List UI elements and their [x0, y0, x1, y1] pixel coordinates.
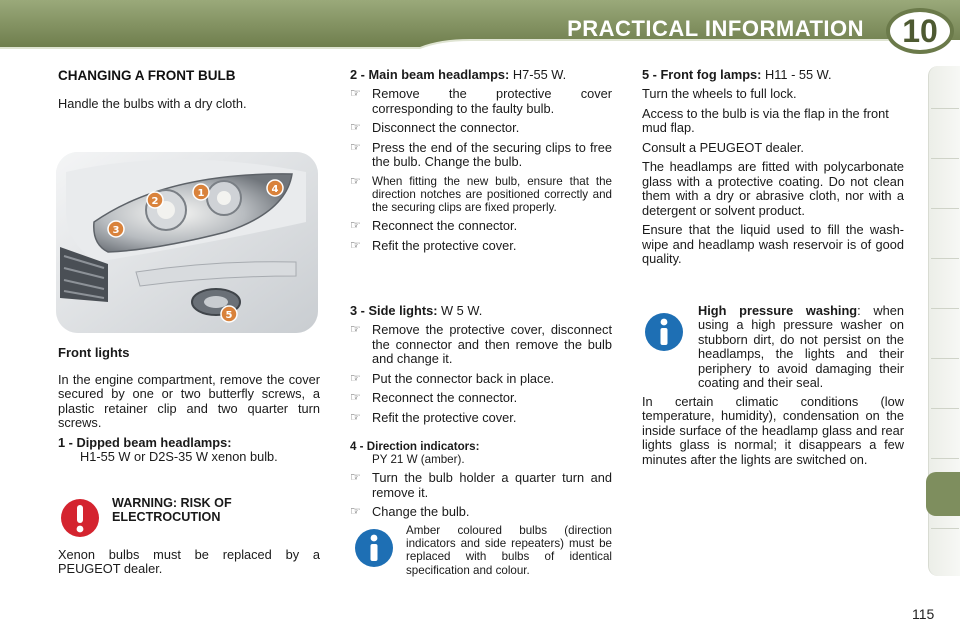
dipped-beam-label: 1 - Dipped beam headlamps:: [58, 434, 232, 450]
direction-section: [350, 440, 612, 525]
direction-label: 4 - Direction indicators:: [350, 440, 480, 453]
warning-icon: [60, 498, 100, 543]
chapter-badge: [886, 8, 954, 54]
left-column: [58, 68, 320, 117]
middle-column-top: [350, 68, 612, 258]
direction-value: PY 21 W (amber).: [372, 453, 465, 467]
page-number: 115: [912, 606, 935, 622]
front-lights-title: Front lights: [58, 345, 130, 360]
fog-value: H11 - 55 W.: [761, 67, 832, 82]
high-pressure-text: : when using a high pressure washer on stubborn dirt, do not persist on the headlamps, the lights and their periphery to avoid damaging their coating and their seal.: [698, 303, 904, 391]
fog-label: 5 - Front fog lamps:: [642, 67, 762, 82]
chapter-header: [0, 0, 960, 52]
callout-3: 3: [112, 225, 120, 236]
list-item: ☞ Reconnect the connector.: [350, 218, 518, 234]
headlamp-photo: [56, 152, 318, 333]
side-lights-section: [350, 304, 612, 430]
condensation-text: In certain climatic conditions (low temperature, humidity), condensation on the inside surface of the headlamp glass and rear lights glass is normal; it disappears a few minutes after the lights are switched on.: [642, 393, 904, 467]
front-lights-text: In the engine compartment, remove the cover secured by one or two butterfly screws, a plastic retainer clip and two quarter turn screws.: [58, 371, 320, 431]
callout-2: 2: [151, 196, 159, 207]
info-icon: [354, 528, 394, 573]
chapter-tab-active[interactable]: [926, 472, 960, 516]
amber-note: Amber coloured bulbs (direction indicators and side repeaters) must be replaced with bulbs of identical specification and colour.: [406, 524, 612, 577]
paragraph: Ensure that the liquid used to fill the wash-wipe and headlamp wash reservoir is of good quality.: [642, 222, 904, 266]
right-column-top: [642, 68, 904, 271]
intro-text: Handle the bulbs with a dry cloth.: [58, 96, 247, 112]
main-beam-label: 2 - Main beam headlamps:: [350, 67, 510, 82]
list-item: ☞ Refit the protective cover.: [350, 409, 517, 425]
side-lights-label: 3 - Side lights:: [350, 303, 438, 318]
list-item: ☞ When fitting the new bulb, ensure that the direction notches are positioned correctly and the securing clips are fixed properly.: [350, 173, 612, 215]
dipped-beam-value: H1-55 W or D2S-35 W xenon bulb.: [80, 448, 278, 464]
list-item: ☞ Disconnect the connector.: [350, 120, 520, 136]
paragraph: Consult a PEUGEOT dealer.: [642, 139, 804, 155]
paragraph: Turn the wheels to full lock.: [642, 86, 797, 102]
page-title: PRACTICAL INFORMATION: [567, 16, 864, 41]
section-title: CHANGING A FRONT BULB: [58, 68, 236, 83]
list-item: ☞ Put the connector back in place.: [350, 370, 555, 386]
paragraph: The headlamps are fitted with polycarbonate glass with a protective coating. Do not clean them with a dry or abrasive cloth, nor with a detergent or solvent product.: [642, 159, 904, 218]
callout-5: 5: [225, 310, 233, 321]
high-pressure-label: High pressure washing: [698, 303, 858, 318]
list-item: ☞ Remove the protective cover, disconnect the connector and then remove the bulb and change it.: [350, 322, 612, 367]
callout-1: 1: [197, 188, 205, 199]
high-pressure-note: [642, 304, 904, 472]
list-item: ☞ Remove the protective cover corresponding to the faulty bulb.: [350, 86, 612, 116]
list-item: ☞ Reconnect the connector.: [350, 390, 518, 406]
list-item: ☞ Refit the protective cover.: [350, 237, 517, 253]
list-item: ☞ Press the end of the securing clips to free the bulb. Change the bulb.: [350, 139, 612, 170]
warning-title: WARNING: RISK OF ELECTROCUTION: [112, 496, 232, 525]
front-lights-section: [58, 346, 320, 464]
warning-text: Xenon bulbs must be replaced by a PEUGEOT dealer.: [58, 547, 320, 577]
main-beam-value: H7-55 W.: [509, 67, 567, 82]
list-item: ☞ Change the bulb.: [350, 504, 470, 520]
list-item: ☞ Turn the bulb holder a quarter turn and remove it.: [350, 470, 612, 500]
chapter-number: 10: [902, 12, 938, 49]
paragraph: Access to the bulb is via the flap in the front mud flap.: [642, 105, 889, 136]
side-lights-value: W 5 W.: [437, 303, 483, 318]
callout-4: 4: [271, 184, 279, 195]
